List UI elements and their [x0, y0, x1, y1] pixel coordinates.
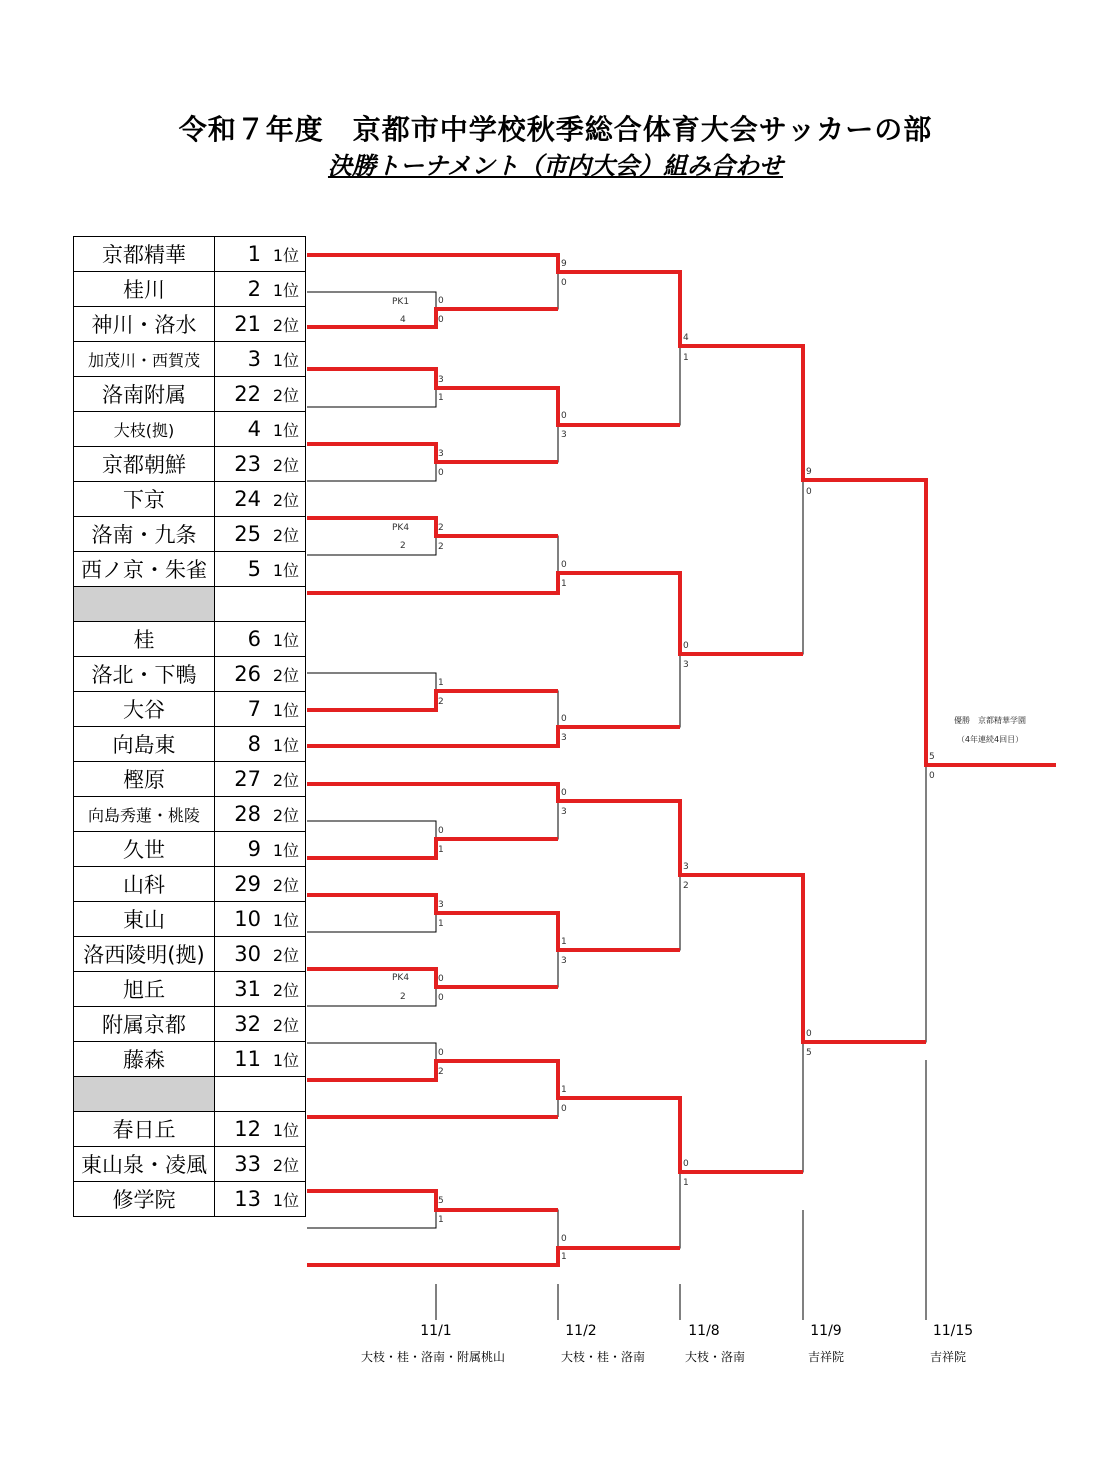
team-number: 9 [247, 837, 261, 861]
team-number: 22 [234, 382, 261, 406]
team-name: 洛南・九条 [74, 517, 215, 552]
team-number: 33 [234, 1152, 261, 1176]
team-number: 25 [234, 522, 261, 546]
team-number: 4 [247, 417, 261, 441]
round-date: 11/15 [932, 1323, 974, 1339]
team-name: 春日丘 [74, 1112, 215, 1147]
team-rank: 1位 [272, 736, 299, 755]
team-rank: 2位 [272, 806, 299, 825]
team-rank: 1位 [272, 561, 299, 580]
score: 0 [438, 993, 444, 1003]
score: 0 [683, 641, 689, 651]
score: 3 [561, 956, 567, 966]
score: 0 [561, 1234, 567, 1244]
team-rank: 1位 [272, 351, 299, 370]
score: 3 [438, 449, 444, 459]
pk-label: 2 [400, 541, 406, 551]
team-rank: 1位 [272, 1051, 299, 1070]
champion-label: 優勝 京都精華学園 [954, 716, 1026, 725]
score: 2 [438, 697, 444, 707]
page-title: 令和７年度 京都市中学校秋季総合体育大会サッカーの部 [178, 113, 933, 146]
score: 0 [561, 411, 567, 421]
champion-note: （4年連続4回目） [956, 735, 1024, 744]
team-name: 加茂川・西賀茂 [74, 342, 215, 377]
team-name: 樫原 [74, 762, 215, 797]
team-name: 東山 [74, 902, 215, 937]
team-name: 洛南附属 [74, 377, 215, 412]
pk-label: PK4 [392, 973, 410, 983]
score: 5 [929, 752, 935, 762]
score: 0 [929, 771, 935, 781]
score: 2 [438, 542, 444, 552]
team-name: 京都精華 [74, 237, 215, 272]
team-number: 28 [234, 802, 261, 826]
score: 2 [438, 1067, 444, 1077]
round-venue: 大枝・桂・洛南・附属桃山 [360, 1350, 505, 1364]
team-name: 洛北・下鴨 [74, 657, 215, 692]
score: 1 [561, 1252, 567, 1262]
score: 5 [438, 1196, 444, 1206]
pk-label: PK4 [392, 523, 410, 533]
score: 3 [561, 807, 567, 817]
score: 0 [683, 1159, 689, 1169]
score: 0 [438, 826, 444, 836]
round-date: 11/1 [420, 1323, 452, 1339]
team-name: 藤森 [74, 1042, 215, 1077]
round-venue: 大枝・桂・洛南 [560, 1350, 645, 1364]
score: 0 [806, 1029, 812, 1039]
scores [438, 259, 935, 1262]
team-rank: 2位 [272, 316, 299, 335]
score: 0 [438, 1048, 444, 1058]
team-rank: 2位 [272, 876, 299, 895]
score: 3 [683, 862, 689, 872]
team-rank: 2位 [272, 491, 299, 510]
team-rank: 2位 [272, 1016, 299, 1035]
score: 1 [438, 1215, 444, 1225]
team-rank: 2位 [272, 386, 299, 405]
team-name: 大谷 [74, 692, 215, 727]
team-number: 11 [234, 1047, 261, 1071]
score: 1 [561, 937, 567, 947]
score: 5 [806, 1048, 812, 1058]
score: 3 [438, 375, 444, 385]
round-date: 11/8 [688, 1323, 720, 1339]
score: 0 [806, 487, 812, 497]
team-name: 神川・洛水 [74, 307, 215, 342]
score: 0 [438, 315, 444, 325]
score: 0 [438, 974, 444, 984]
score: 1 [683, 1178, 689, 1188]
team-rank: 1位 [272, 841, 299, 860]
team-number: 2 [247, 277, 261, 301]
team-name: 久世 [74, 832, 215, 867]
team-name: 向島東 [74, 727, 215, 762]
score: 3 [683, 660, 689, 670]
score: 1 [438, 678, 444, 688]
score: 1 [561, 1085, 567, 1095]
team-rank: 1位 [272, 701, 299, 720]
team-name: 旭丘 [74, 972, 215, 1007]
team-name: 下京 [74, 482, 215, 517]
pk-label: 2 [400, 992, 406, 1002]
team-rank: 1位 [272, 421, 299, 440]
page-subtitle: 決勝トーナメント（市内大会）組み合わせ [327, 152, 784, 180]
score: 1 [683, 353, 689, 363]
team-rank: 1位 [272, 246, 299, 265]
team-name: 大枝(拠) [74, 412, 215, 447]
team-number: 32 [234, 1012, 261, 1036]
team-name: 山科 [74, 867, 215, 902]
score: 9 [561, 259, 567, 269]
team-rank: 2位 [272, 771, 299, 790]
team-name: 西ノ京・朱雀 [74, 552, 215, 587]
score: 2 [683, 881, 689, 891]
team-number: 23 [234, 452, 261, 476]
team-rank: 2位 [272, 456, 299, 475]
score: 9 [806, 467, 812, 477]
round-date: 11/2 [565, 1323, 597, 1339]
team-number: 26 [234, 662, 261, 686]
team-name: 京都朝鮮 [74, 447, 215, 482]
team-number: 10 [234, 907, 261, 931]
round-venue: 吉祥院 [929, 1350, 966, 1364]
team-rank: 2位 [272, 526, 299, 545]
team-number: 3 [247, 347, 261, 371]
score: 1 [561, 579, 567, 589]
score: 0 [561, 560, 567, 570]
score: 3 [561, 733, 567, 743]
team-number: 12 [234, 1117, 261, 1141]
team-number: 21 [234, 312, 261, 336]
team-rank: 2位 [272, 946, 299, 965]
score: 3 [561, 430, 567, 440]
team-number: 30 [234, 942, 261, 966]
team-rank: 1位 [272, 631, 299, 650]
team-number: 13 [234, 1187, 261, 1211]
team-name: 修学院 [74, 1182, 215, 1217]
team-number: 7 [247, 697, 261, 721]
team-name: 附属京都 [74, 1007, 215, 1042]
team-number: 29 [234, 872, 261, 896]
team-rank: 1位 [272, 911, 299, 930]
round-venue: 大枝・洛南 [684, 1350, 745, 1364]
team-name: 桂 [74, 622, 215, 657]
team-rank: 1位 [272, 1191, 299, 1210]
score: 0 [561, 1104, 567, 1114]
score: 1 [438, 919, 444, 929]
score: 0 [438, 468, 444, 478]
team-name: 洛西陵明(拠) [74, 937, 215, 972]
team-number: 24 [234, 487, 261, 511]
score: 1 [438, 393, 444, 403]
score: 0 [561, 278, 567, 288]
score: 2 [438, 523, 444, 533]
team-rank: 1位 [272, 281, 299, 300]
team-name: 向島秀蓮・桃陵 [74, 797, 215, 832]
round-date: 11/9 [810, 1323, 842, 1339]
team-rank: 2位 [272, 666, 299, 685]
score: 0 [561, 714, 567, 724]
team-rank: 2位 [272, 1156, 299, 1175]
score: 3 [438, 900, 444, 910]
team-number: 8 [247, 732, 261, 756]
team-number: 31 [234, 977, 261, 1001]
team-number: 27 [234, 767, 261, 791]
score: 0 [561, 788, 567, 798]
team-number: 1 [247, 242, 261, 266]
team-name: 東山泉・凌風 [74, 1147, 215, 1182]
round-venue: 吉祥院 [807, 1350, 844, 1364]
team-rank: 1位 [272, 1121, 299, 1140]
score: 0 [438, 296, 444, 306]
team-rank: 2位 [272, 981, 299, 1000]
score: 1 [438, 845, 444, 855]
team-number: 6 [247, 627, 261, 651]
pk-label: 4 [400, 315, 406, 325]
team-name: 桂川 [74, 272, 215, 307]
pk-label: PK1 [392, 297, 410, 307]
team-number: 5 [247, 557, 261, 581]
score: 4 [683, 333, 689, 343]
